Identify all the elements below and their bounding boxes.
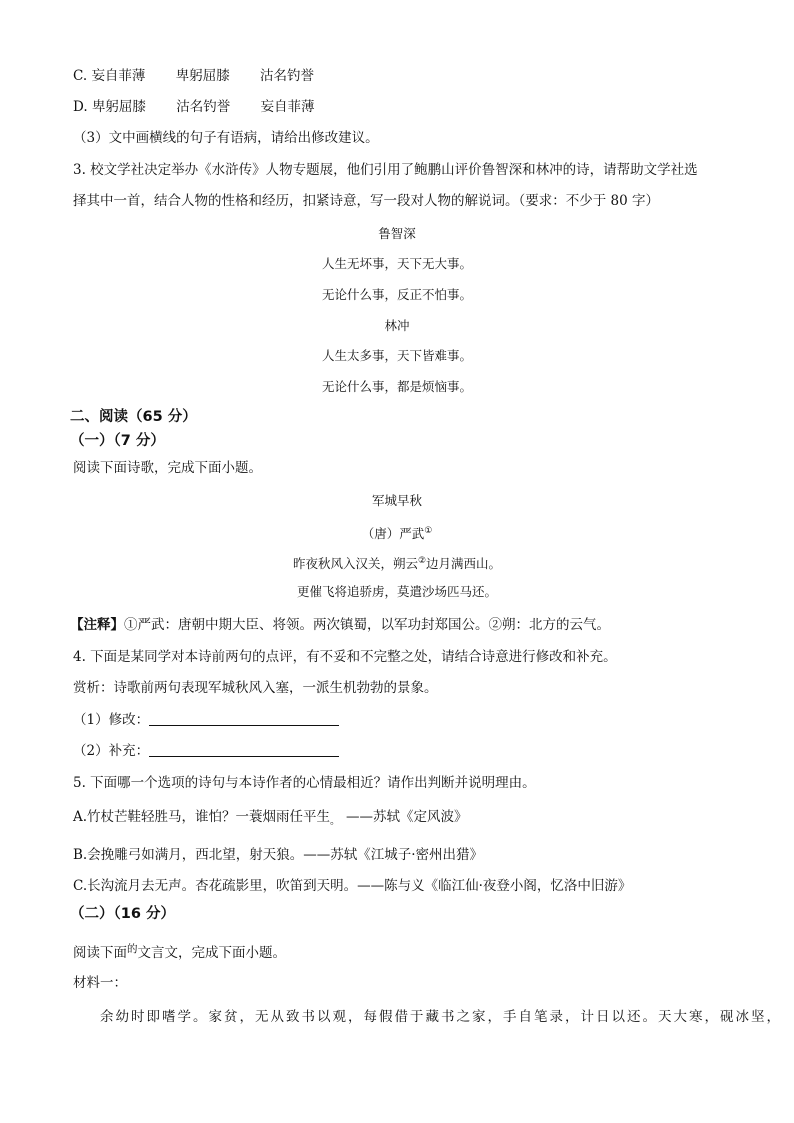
q4-stem: 4. 下面是某同学对本诗前两句的点评，有不妥和不完整之处，请结合诗意进行修改和补充。: [73, 649, 617, 665]
material-1-label: 材料一：: [73, 975, 127, 991]
notes-text: ①严武：唐朝中期大臣、将领。两次镇蜀，以军功封郑国公。②朔：北方的云气。: [124, 617, 610, 633]
option-c-letter: C.: [73, 68, 88, 84]
q5-option-a-source: ——苏轼《定风波》: [346, 809, 468, 825]
poem-notes: [70, 616, 610, 634]
poem-linchong-title: 林冲: [384, 318, 410, 333]
part-1-heading: （一）（7 分）: [70, 433, 165, 449]
poem-line-1-b: 边月满西山。: [426, 556, 502, 571]
option-d-word-2: 沽名钓誉: [176, 99, 231, 115]
poem-title: 军城早秋: [371, 493, 422, 508]
option-d: [73, 98, 315, 116]
notes-label: 【注释】: [70, 617, 124, 633]
q2-sub3: （3）文中画横线的句子有语病，请给出修改建议。: [73, 130, 379, 146]
poem-author: [0, 522, 794, 543]
poem-luzhishen-line-1: 人生无坏事，天下无大事。: [321, 256, 472, 271]
material-1-text: 余幼时即嗜学。家贫，无从致书以观，每假借于藏书之家，手自笔录，计日以还。天大寒，砚冰坚，: [100, 1009, 782, 1025]
q4-appreciation: 赏析：诗歌前两句表现军城秋风入塞，一派生机勃勃的景象。: [73, 680, 438, 696]
poem-line-1-note-mark: ②: [417, 556, 427, 566]
part-2-intro: [73, 940, 286, 962]
part-1-intro: 阅读下面诗歌，完成下面小题。: [73, 460, 262, 476]
poem-line-1-a: 昨夜秋风入汉关，朔云: [292, 556, 418, 571]
q4-sub2: [73, 742, 339, 760]
q5-option-a-text: A.竹杖芒鞋轻胜马，谁怕？一蓑烟雨任平生: [73, 809, 331, 825]
option-c: [73, 67, 314, 85]
poem-line-1: [0, 552, 794, 573]
poem-linchong-line-1: 人生太多事，天下皆难事。: [321, 348, 472, 363]
q4-sub2-label: （2）补充：: [73, 743, 150, 759]
q5-option-c: C.长沟流月去无声。杏花疏影里，吹笛到天明。——陈与义《临江仙·夜登小阁，忆洛中旧游》: [73, 878, 632, 894]
option-c-word-1: 妄自菲薄: [91, 68, 146, 84]
part-2-intro-b: 文言文，完成下面小题。: [137, 945, 286, 961]
part-2-intro-mark: 的: [127, 943, 138, 955]
q5-option-a-mark: 。: [330, 816, 341, 827]
option-d-letter: D.: [73, 99, 88, 115]
option-c-word-2: 卑躬屈膝: [175, 68, 230, 84]
q4-sub1: [73, 711, 339, 729]
poem-linchong-line-2: 无论什么事，都是烦恼事。: [321, 379, 472, 394]
option-c-word-3: 沽名钓誉: [260, 68, 315, 84]
part-2-heading: （二）（16 分）: [70, 906, 175, 922]
poem-author-name: （唐）严武: [361, 526, 425, 541]
q4-sub1-label: （1）修改：: [73, 712, 150, 728]
option-d-word-1: 卑躬屈膝: [91, 99, 146, 115]
poem-author-note-mark: ①: [424, 526, 433, 536]
q3-stem-line-2: 择其中一首，结合人物的性格和经历，扣紧诗意，写一段对人物的解说词。（要求：不少于 80 字）: [73, 193, 660, 209]
q5-option-b: B.会挽雕弓如满月，西北望，射天狼。——苏轼《江城子·密州出猎》: [73, 847, 484, 863]
option-d-word-3: 妄自菲薄: [260, 99, 315, 115]
q5-option-a: [73, 808, 468, 831]
q5-stem: 5. 下面哪一个选项的诗句与本诗作者的心情最相近？请作出判断并说明理由。: [73, 775, 536, 791]
poem-luzhishen-title: 鲁智深: [378, 226, 416, 241]
poem-line-2: 更催飞将追骄虏，莫遣沙场匹马还。: [296, 584, 497, 599]
poem-luzhishen-line-2: 无论什么事，反正不怕事。: [321, 287, 472, 302]
section-reading-heading: 二、阅读（65 分）: [70, 409, 197, 425]
q4-sub1-answer-blank[interactable]: [149, 713, 339, 726]
part-2-intro-a: 阅读下面: [73, 945, 127, 961]
q3-stem-line-1: 3. 校文学社决定举办《水浒传》人物专题展，他们引用了鲍鹏山评价鲁智深和林冲的诗，请帮助文学社选: [73, 162, 698, 178]
q4-sub2-answer-blank[interactable]: [149, 744, 339, 757]
